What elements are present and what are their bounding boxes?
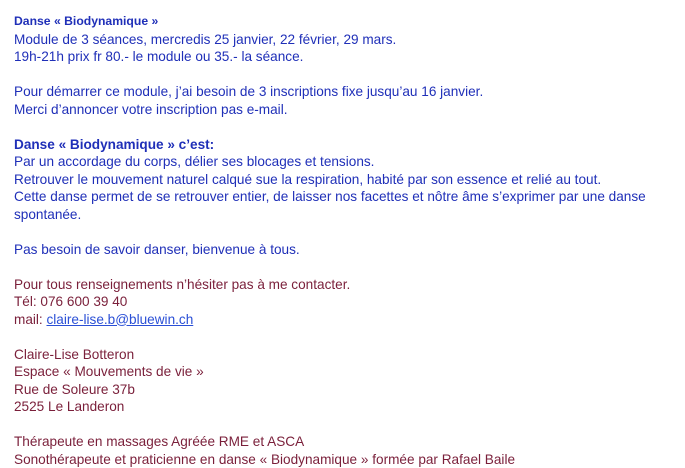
contact-intro: Pour tous renseignements n’hésiter pas à me contacter.: [14, 276, 685, 294]
description-line-3: Cette danse permet de se retrouver entier, de laisser nos facettes et nôtre âme s’exprimer par une danse spontanée.: [14, 188, 674, 223]
spacer: [14, 258, 685, 276]
spacer: [14, 223, 685, 241]
credential-line-2: Sonothérapeute et praticienne en danse « Biodynamique » formée par Rafael Baile: [14, 451, 685, 468]
contact-phone: Tél: 076 600 39 40: [14, 293, 685, 311]
module-price: 19h-21h prix fr 80.- le module ou 35.- la séance.: [14, 48, 685, 66]
address-name: Claire-Lise Botteron: [14, 346, 685, 364]
module-title: Danse « Biodynamique »: [14, 13, 685, 31]
spacer: [14, 118, 685, 136]
registration-deadline: Pour démarrer ce module, j’ai besoin de 3 inscriptions fixe jusqu’au 16 janvier.: [14, 83, 685, 101]
address-city: 2525 Le Landeron: [14, 398, 685, 416]
description-line-1: Par un accordage du corps, délier ses blocages et tensions.: [14, 153, 685, 171]
address-street: Rue de Soleure 37b: [14, 381, 685, 399]
credential-line-1: Thérapeute en massages Agréée RME et ASCA: [14, 433, 685, 451]
spacer: [14, 328, 685, 346]
email-link[interactable]: claire-lise.b@bluewin.ch: [46, 312, 193, 327]
contact-mail: [14, 311, 685, 329]
address-place: Espace « Mouvements de vie »: [14, 363, 685, 381]
spacer: [14, 66, 685, 84]
welcome-text: Pas besoin de savoir danser, bienvenue à tous.: [14, 241, 685, 259]
description-line-2: Retrouver le mouvement naturel calqué sue la respiration, habité par son essence et relié au tout.: [14, 171, 685, 189]
description-title: Danse « Biodynamique » c’est:: [14, 136, 685, 154]
mail-label: mail:: [14, 312, 46, 327]
spacer: [14, 416, 685, 434]
registration-instructions: Merci d’annoncer votre inscription pas e-mail.: [14, 101, 685, 119]
module-schedule: Module de 3 séances, mercredis 25 janvier, 22 février, 29 mars.: [14, 31, 685, 49]
